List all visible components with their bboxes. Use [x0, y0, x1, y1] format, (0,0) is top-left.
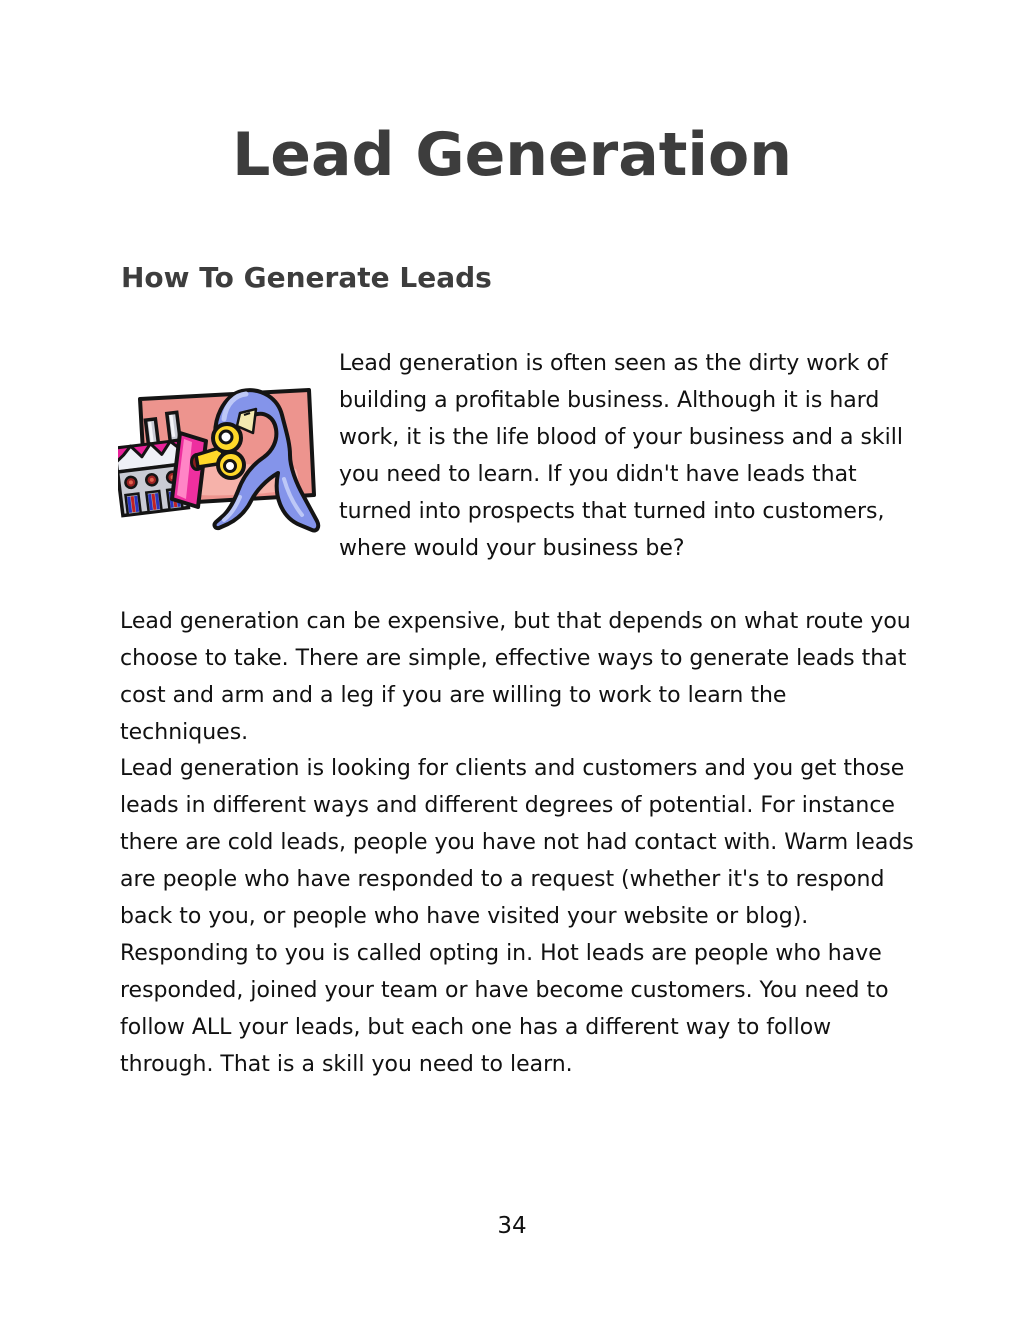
- windup-factory-illustration: [118, 372, 328, 544]
- intro-paragraph: Lead generation is often seen as the dirty work of building a profitable business. Although it is hard work, it is the life blood of your business and a skill you need to learn. If you didn't have leads that turned into prospects that turned into customers, where would your business be?: [339, 351, 904, 561]
- body-paragraph-1: Lead generation can be expensive, but that depends on what route you choose to take. There are simple, effective ways to generate leads that cost and arm and a leg if you are willing to work to learn the techniques.: [120, 609, 911, 745]
- page-title: Lead Generation: [232, 120, 792, 190]
- page-number: 34: [497, 1213, 527, 1239]
- windup-factory-clipart: [118, 372, 328, 544]
- section-heading: How To Generate Leads: [121, 261, 492, 294]
- body-paragraph-2: Lead generation is looking for clients and customers and you get those leads in different ways and different degrees of potential. For instance there are cold leads, people you have not had contact with. Warm leads are people who have responded to a request (whether it's to respond back to you, or people who have visited your website or blog). Responding to you is called opting in. Hot leads are people who have responded, joined your team or have become customers. You need to follow ALL your leads, but each one has a different way to follow through. That is a skill you need to learn.: [120, 756, 914, 1077]
